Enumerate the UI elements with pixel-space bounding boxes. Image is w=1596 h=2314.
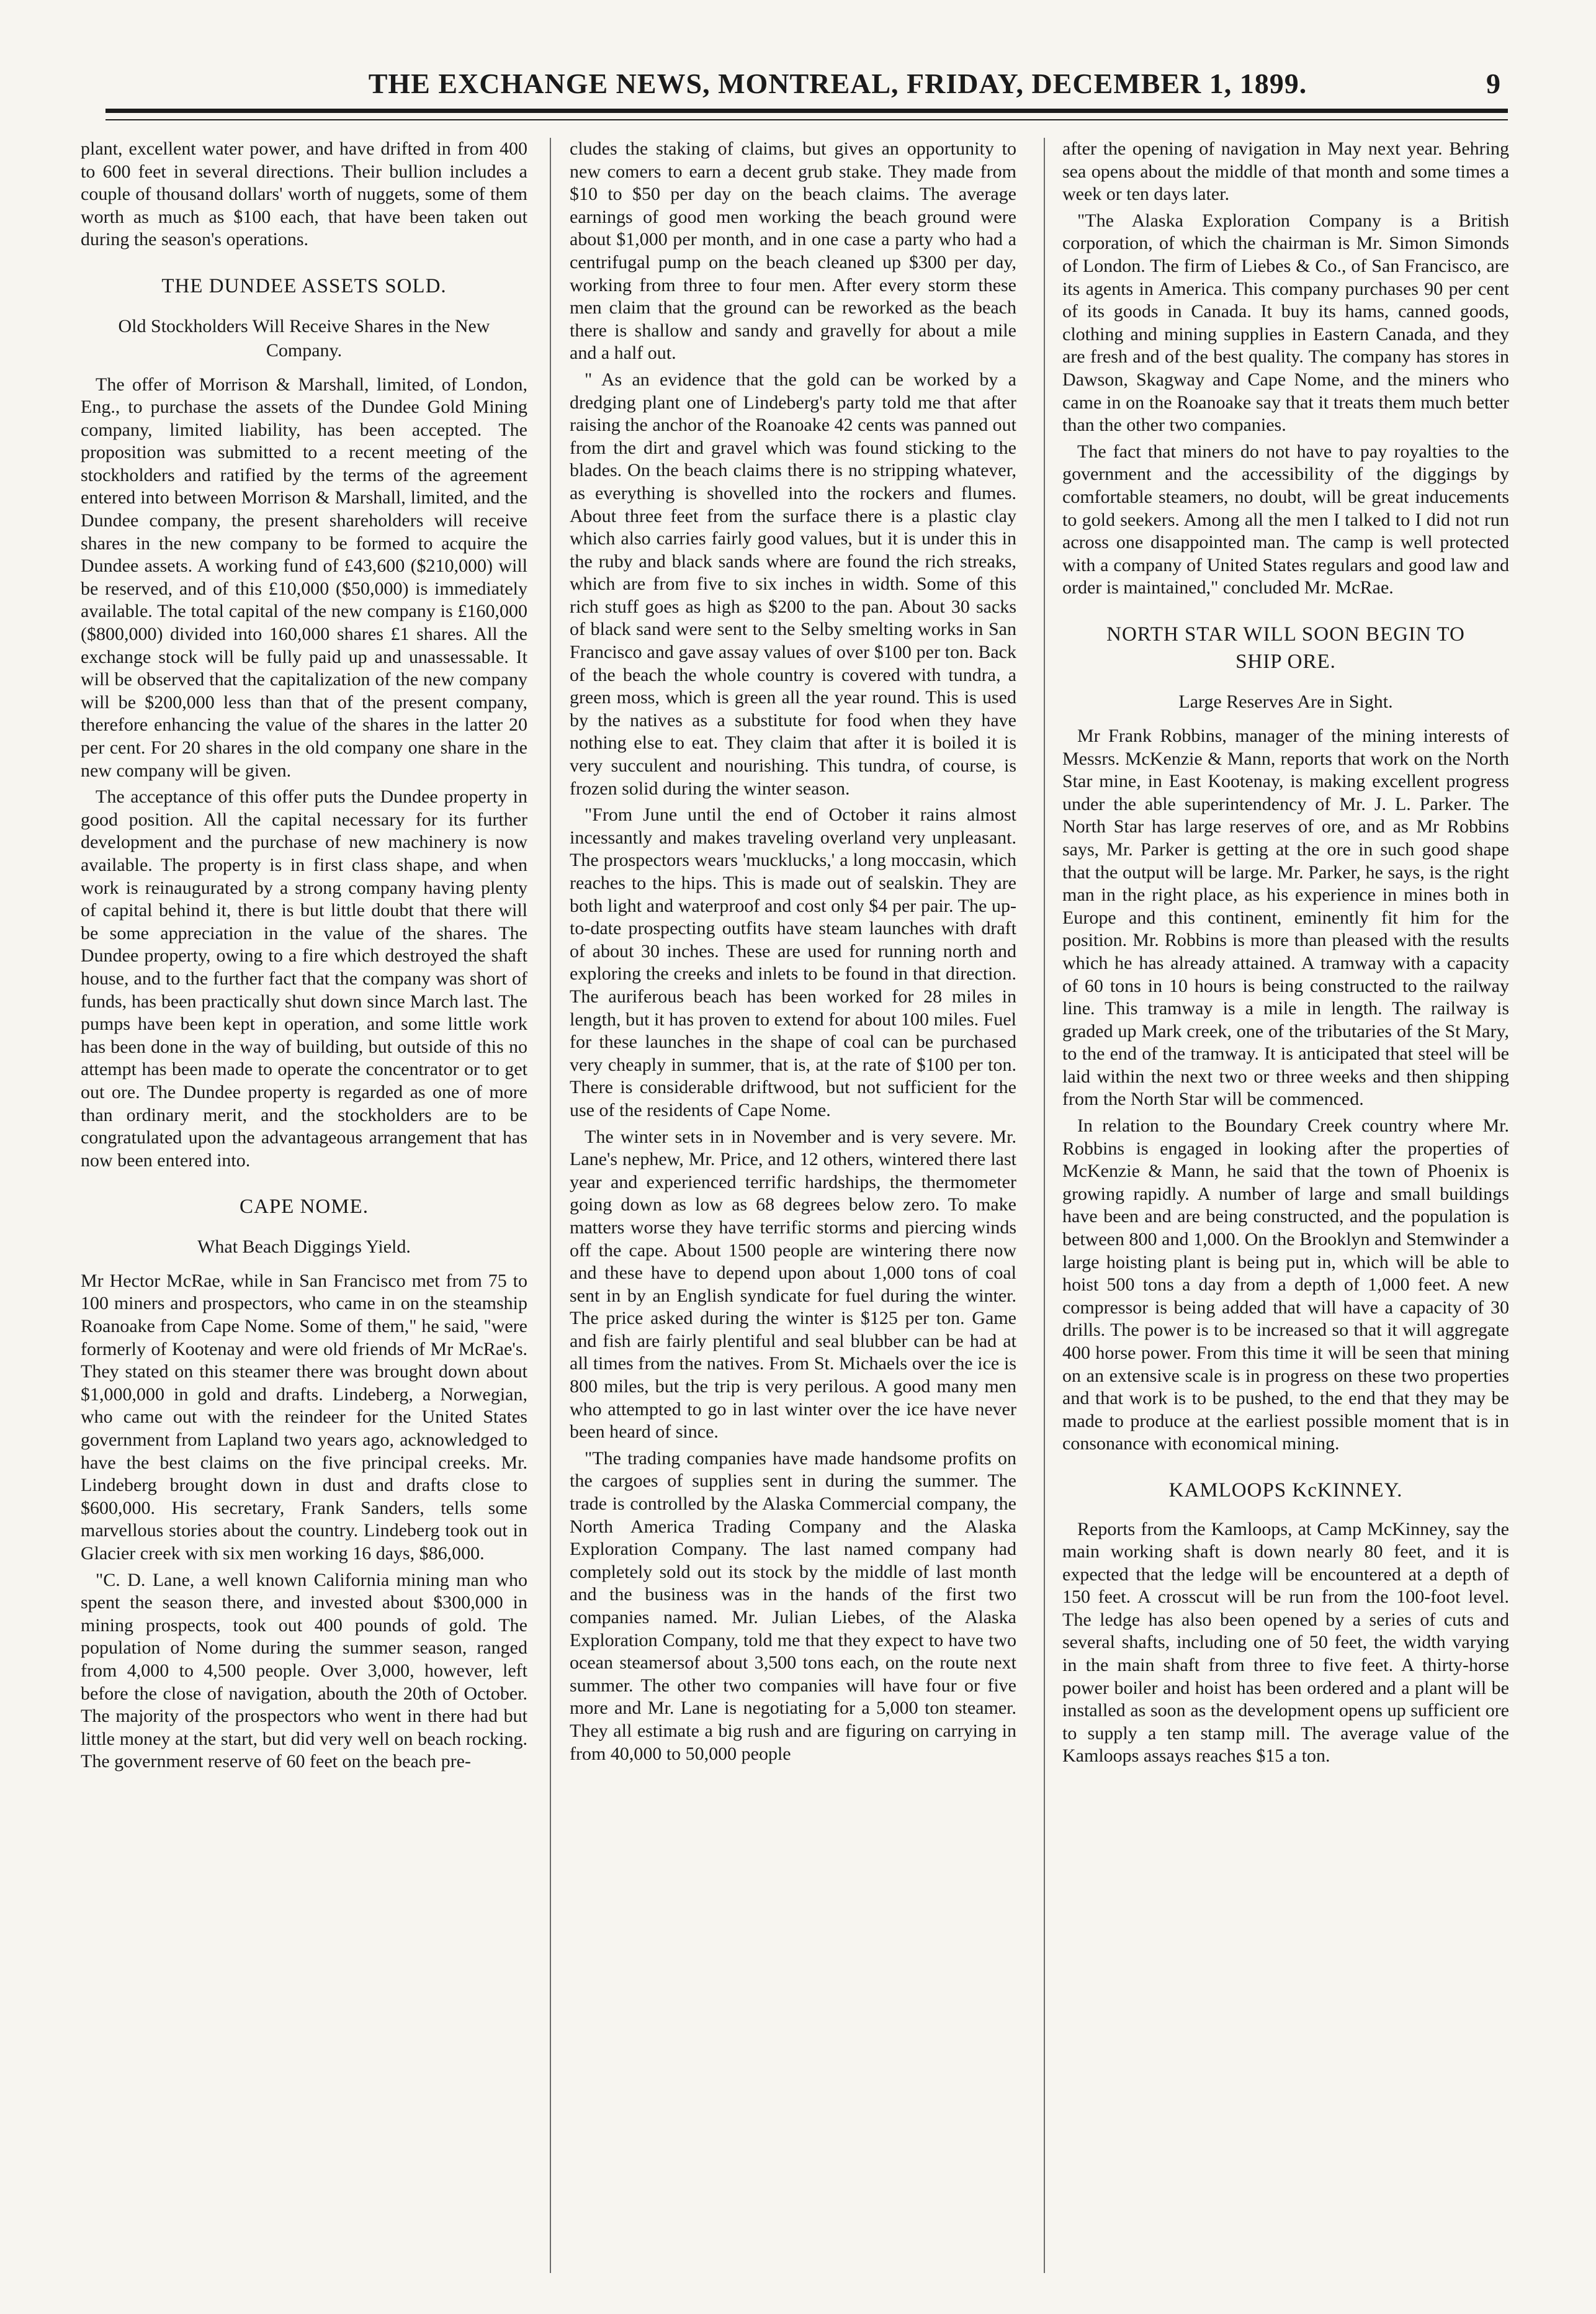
article-paragraph: "C. D. Lane, a well known California mining man who spent the season there, and invested about $300,000 in mining prospects, took out 400 pounds of gold. The population of Nome during the summer season, ranged from 4,000 to 4,500 people. Over 3,000, however, left before the close of navigation, abouth the 20th of October. The majority of the prospectors who went in there had but little money at the start, but did very well on beach rocking. The government reserve of 60 feet on the beach pre- xyxy=(81,1569,527,1772)
article-paragraph: "From June until the end of October it rains almost incessantly and makes traveling overland very unpleasant. The prospectors wears 'mucklucks,' a long moccasin, which reaches to the hips. This is made out of sealskin. They are both light and waterproof and cost only $4 per pair. The up-to-date prospecting outfits have steam launches with draft of about 30 inches. These are used for running north and exploring the creeks and inlets to be found in that direction. The auriferous beach has been worked for 28 miles in length, but it has proven to extend for about 100 miles. Fuel for these launches in the shape of coal can be purchased very cheaply in summer, that is, at the rate of $100 per ton. There is considerable driftwood, but not sufficient for the use of the residents of Cape Nome. xyxy=(570,804,1016,1120)
article-paragraph: The offer of Morrison & Marshall, limited, of London, Eng., to purchase the assets of the Dundee Gold Mining company, limited liability, has been accepted. The proposition was submitted to a recent meeting of the stockholders and ratified by the terms of the agreement entered into between Morrison & Marshall, limited, and the Dundee company, the present shareholders will receive shares in the new company to be formed to acquire the Dundee assets. A working fund of £43,600 ($210,000) will be reserved, and of this £10,000 ($50,000) is immediately available. The total capital of the new company is £160,000 ($800,000) divided into 160,000 shares £1 shares. All the exchange stock will be fully paid up and unassessable. It will be observed that the capitalization of the new company will be $200,000 less than that of the present company, therefore enhancing the value of the shares in the latter 20 per cent. For 20 shares in the old company one share in the new company will be given. xyxy=(81,374,527,781)
column-1 xyxy=(81,138,527,2279)
page-header-title: THE EXCHANGE NEWS, MONTREAL, FRIDAY, DECEMBER 1, 1899. xyxy=(368,68,1307,99)
column-divider xyxy=(550,138,551,2273)
article-paragraph: "The Alaska Exploration Company is a British corporation, of which the chairman is Mr. Simon Simonds of London. The firm of Liebes & Co., of San Francisco, are its agents in America. This company purchases 90 per cent of its goods in Canada. It buy its hams, canned goods, clothing and mining supplies in Eastern Canada, and they are fresh and of the best quality. The company has stores in Dawson, Skagway and Cape Nome, and the miners who came in on the Roanoake say that it treats them much better than the other two companies. xyxy=(1062,210,1509,436)
article-paragraph: cludes the staking of claims, but gives an opportunity to new comers to earn a decent grub stake. They made from $10 to $50 per day on the beach claims. The average earnings of good men working the beach ground were about $1,000 per month, and in one case a party who had a centrifugal pump on the beach cleaned up $300 per day, working from three to four men. After every storm these men claim that the ground can be reworked as the beach there is shallow and sandy and gravelly for about a mile and a half out. xyxy=(570,138,1016,364)
article-subheadline-cape-nome: What Beach Diggings Yield. xyxy=(197,1236,411,1257)
page-number: 9 xyxy=(1486,68,1500,99)
header-rule xyxy=(105,119,1508,120)
masthead xyxy=(105,65,1508,113)
article-paragraph: "The trading companies have made handsome profits on the cargoes of supplies sent in during the summer. The trade is controlled by the Alaska Commercial company, the North America Trading Company and the Alaska Exploration Company. The last named company had completely sold out its stock by the middle of last month and the business was in the hands of the first two companies named. Mr. Julian Liebes, of the Alaska Exploration Company, told me that they expect to have two ocean steamersof about 3,500 tons each, on the route next summer. The other two companies will have four or five more and Mr. Lane is negotiating for a 5,000 ton steamer. They all estimate a big rush and are figuring on carrying in from 40,000 to 50,000 people xyxy=(570,1447,1016,1764)
article-paragraph: plant, excellent water power, and have drifted in from 400 to 600 feet in several directions. Their bullion includes a couple of thousand dollars' worth of nuggets, some of them worth as much as $100 each, that have been taken out during the season's operations. xyxy=(81,138,527,250)
article-paragraph: after the opening of navigation in May next year. Behring sea opens about the middle of that month and some times a week or ten days later. xyxy=(1062,138,1509,205)
article-headline-cape-nome: CAPE NOME. xyxy=(239,1195,369,1218)
article-subheadline-north-star: Large Reserves Are in Sight. xyxy=(1178,691,1393,712)
article-paragraph: " As an evidence that the gold can be worked by a dredging plant one of Lindeberg's party told me that after raising the anchor of the Roanoake 42 cents was panned out from the dirt and gravel which was found sticking to the blades. On the beach claims there is no stripping whatever, as everything is shovelled into the rockers and flumes. About three feet from the surface there is a plastic clay which also carries fairly good values, but it is under this in the ruby and black sands where are found the rich streaks, which are from five to six inches in width. Some of this rich stuff goes as high as $200 to the pan. About 30 sacks of black sand were sent to the Selby smelting works in San Francisco and gave assay values of over $100 per ton. Back of the beach the whole country is covered with tundra, a green moss, which is green all the year round. This is used by the natives as a substitute for food when they have nothing else to eat. They claim that after it is boiled it is very succulent and nourishing. This tundra, of course, is frozen solid during the winter season. xyxy=(570,369,1016,799)
article-paragraph: The acceptance of this offer puts the Dundee property in good position. All the capital necessary for its further development and the purchase of new machinery is now available. The property is in first class shape, and when work is reinaugurated by a strong company having plenty of capital behind it, there is but little doubt that there will be some appreciation in the value of the shares. The Dundee property, owing to a fire which destroyed the shaft house, and to the further fact that the company was short of funds, has been practically shut down since March last. The pumps have been kept in operation, and some little work has been done in the way of building, but outside of this no attempt has been made to operate the concentrator or to get out ore. The Dundee property is regarded as one of more than ordinary merit, and the stockholders are to be congratulated upon the advantageous arrangement that has now been entered into. xyxy=(81,786,527,1171)
article-subheadline-dundee: Old Stockholders Will Receive Shares in the New Company. xyxy=(118,315,490,361)
column-2 xyxy=(570,138,1016,2279)
column-3 xyxy=(1062,138,1509,2279)
article-headline-dundee: THE DUNDEE ASSETS SOLD. xyxy=(161,274,447,297)
article-paragraph: The fact that miners do not have to pay royalties to the government and the accessibility of the diggings by comfortable steamers, no doubt, will be great inducements to gold seekers. Among all the men I talked to I did not run across one disappointed man. The camp is well protected with a company of United States regulars and good law and order is maintained," concluded Mr. McRae. xyxy=(1062,441,1509,598)
column-divider xyxy=(1044,138,1045,2273)
article-paragraph: Mr Hector McRae, while in San Francisco met from 75 to 100 miners and prospectors, who came in on the steamship Roanoake from Cape Nome. Some of them," he said, "were formerly of Kootenay and were old friends of Mr McRae's. They stated on this steamer there was brought down about $1,000,000 in gold and drafts. Lindeberg, a Norwegian, who came out with the reindeer for the United States government from Lapland two years ago, acknowledged to have the best claims on the five principal creeks. Mr. Lindeberg brought down in dust and drafts close to $600,000. His secretary, Frank Sanders, tells some marvellous stories about the country. Lindeberg took out in Glacier creek with six men working 16 days, $86,000. xyxy=(81,1270,527,1564)
article-headline-north-star: NORTH STAR WILL SOON BEGIN TO SHIP ORE. xyxy=(1106,623,1465,673)
article-paragraph: In relation to the Boundary Creek country where Mr. Robbins is engaged in looking after the properties of McKenzie & Mann, he said that the town of Phoenix is growing rapidly. A number of large and small buildings have been and are being constructed, and the population is between 800 and 1,000. On the Brooklyn and Stemwinder a large hoisting plant is being put in, which will be able to hoist 500 tons a day from a depth of 1,000 feet. A new compressor is being added that will have a capacity of 30 drills. The power is to be increased so that it will aggregate 400 horse power. From this time it will be seen that mining on an extensive scale is in progress on these two properties and that work is to be pushed, to the end that they may be made to produce at the earliest possible moment that is in consonance with economical mining. xyxy=(1062,1115,1509,1454)
article-headline-kamloops: KAMLOOPS KcKINNEY. xyxy=(1168,1479,1403,1501)
article-paragraph: Reports from the Kamloops, at Camp McKinney, say the main working shaft is down nearly 80 feet, and it is expected that the ledge will be encountered at a depth of 150 feet. A crosscut will be run from the 100-foot level. The ledge has also been opened by a series of cuts and several shafts, including one of 50 feet, the width varying in the main shaft from three to five feet. A thirty-horse power boiler and hoist has been ordered and a plant will be installed as soon as the development opens up sufficient ore to supply a ten stamp mill. The average value of the Kamloops assays reaches $15 a ton. xyxy=(1062,1518,1509,1767)
article-paragraph: The winter sets in in November and is very severe. Mr. Lane's nephew, Mr. Price, and 12 others, wintered there last year and experienced terrific hardships, the thermometer going down as low as 68 degrees below zero. To make matters worse they have terrific storms and piercing winds off the cape. About 1500 people are wintering there now and these have to depend upon about 1,000 tons of coal sent in by an English syndicate for fuel during the winter. The price asked during the winter is $125 per ton. Game and fish are fairly plentiful and seal blubber can be had at all times from the natives. From St. Michaels over the ice is 800 miles, but the trip is very perilous. A good many men who attempted to go in last winter over the ice have never been heard of since. xyxy=(570,1126,1016,1443)
article-paragraph: Mr Frank Robbins, manager of the mining interests of Messrs. McKenzie & Mann, reports that work on the North Star mine, in East Kootenay, is making excellent progress under the able superintendency of Mr. J. L. Parker. The North Star has large reserves of ore, and as Mr Robbins says, Mr. Parker is getting at the ore in such good shape that the output will be large. Mr. Parker, he says, is the right man in the right place, as his experience in mines both in Europe and this continent, eminently fit him for the position. Mr. Robbins is more than pleased with the results which he has already attained. A tramway with a capacity of 60 tons in 10 hours is being constructed to the railway line. This tramway is a mile in length. The railway is graded up Mark creek, one of the tributaries of the St Mary, to the end of the tramway. It is anticipated that steel will be laid within the next two or three weeks and then shipping from the North Star will be commenced. xyxy=(1062,725,1509,1110)
